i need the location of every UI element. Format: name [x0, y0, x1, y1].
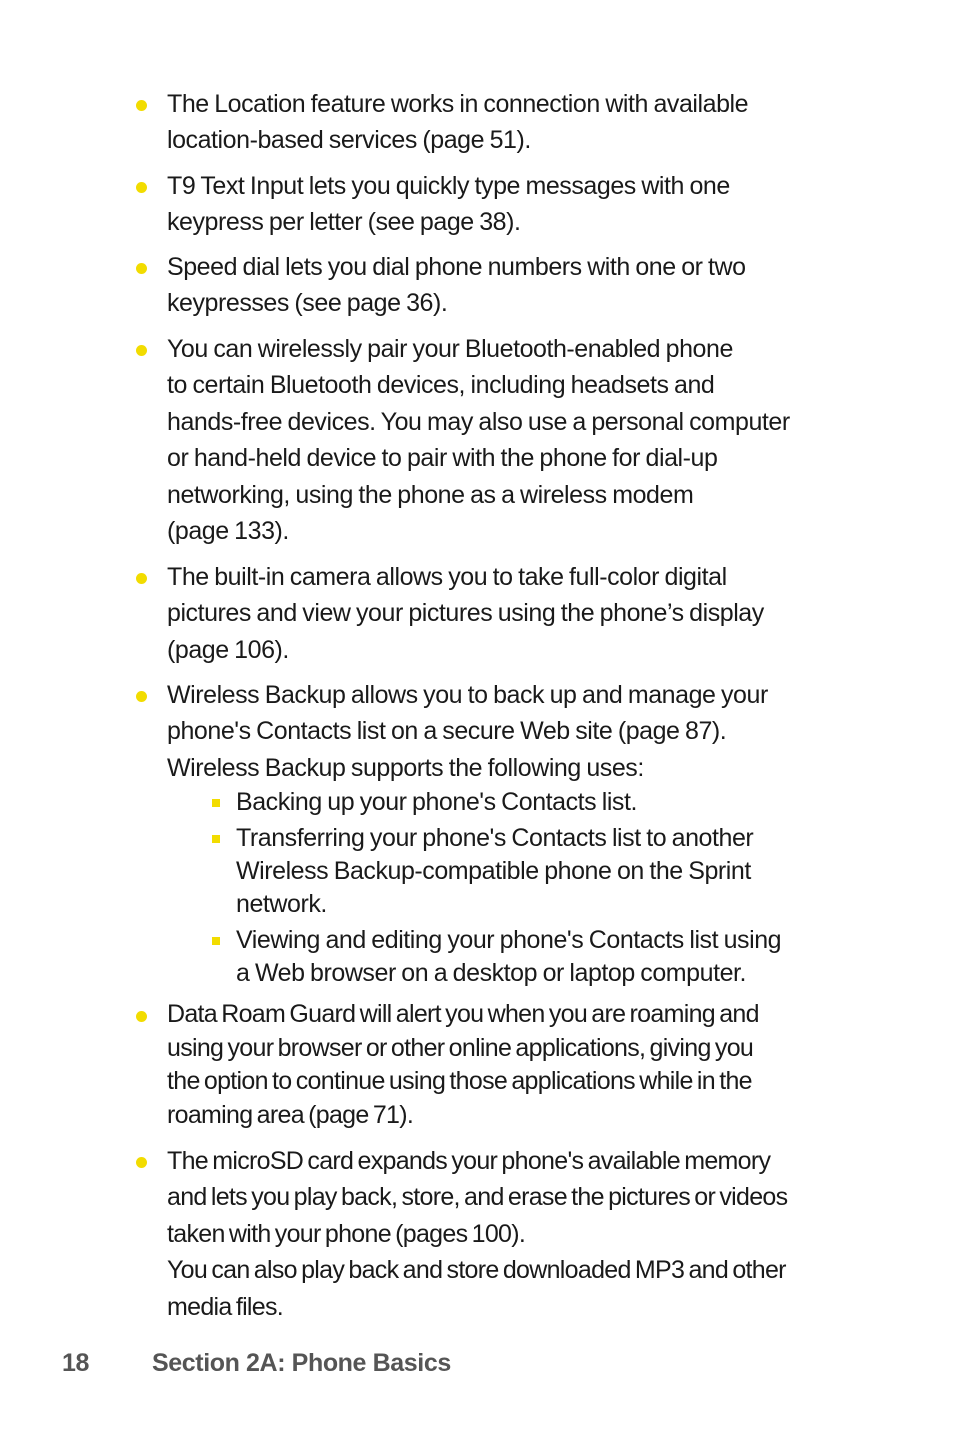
bullet-line: hands-free devices. You may also use a personal computer [167, 407, 790, 436]
bullet-item-bluetooth [167, 331, 867, 549]
bullet-line: You can wirelessly pair your Bluetooth-enabled phone [167, 335, 733, 363]
bullet-dot-icon [136, 100, 147, 111]
bullet-dot-icon [136, 263, 147, 274]
sub-bullet-line: Transferring your phone's Contacts list to another [236, 824, 754, 853]
bullet-line: or hand-held device to pair with the phone for dial-up [167, 444, 718, 473]
sub-bullet-line: Wireless Backup-compatible phone on the Sprint [236, 857, 751, 886]
sub-bullet-item [236, 786, 867, 819]
bullet-item-location [167, 86, 867, 159]
bullet-line: The Location feature works in connection with available [167, 90, 749, 118]
bullet-item-camera [167, 559, 867, 668]
sub-bullet-line: a Web browser on a desktop or laptop computer. [236, 959, 747, 988]
bullet-line: using your browser or other online applications, giving you [167, 1033, 754, 1062]
bullet-dot-icon [136, 691, 147, 702]
bullet-line: The microSD card expands your phone's available memory [167, 1147, 771, 1175]
square-bullet-icon [212, 835, 220, 843]
square-bullet-icon [212, 799, 220, 807]
bullet-line: Wireless Backup allows you to back up and manage your [167, 681, 768, 709]
bullet-line: (page 106). [167, 635, 289, 664]
bullet-dot-icon [136, 1157, 147, 1168]
bullet-dot-icon [136, 345, 147, 356]
bullet-line: Data Roam Guard will alert you when you are roaming and [167, 1000, 759, 1028]
bullet-item-data-roam-guard [167, 998, 867, 1132]
bullet-line: pictures and view your pictures using the phone’s display [167, 599, 764, 628]
sub-bullet-line: Viewing and editing your phone's Contacts list using [236, 926, 782, 955]
bullet-line: The built-in camera allows you to take full-color digital [167, 563, 727, 591]
section-title: Section 2A: Phone Basics [152, 1349, 451, 1377]
bullet-line: roaming area (page 71). [167, 1100, 414, 1129]
bullet-line: location-based services (page 51). [167, 126, 531, 155]
bullet-line: (page 133). [167, 517, 289, 546]
sub-bullet-line: network. [236, 890, 327, 919]
bullet-item-speed-dial [167, 249, 867, 322]
bullet-line: the option to continue using those applications while in the [167, 1067, 752, 1096]
bullet-line: keypress per letter (see page 38). [167, 208, 521, 237]
bullet-line: phone's Contacts list on a secure Web site (page 87). [167, 717, 727, 746]
bullet-line: media files. [167, 1292, 284, 1321]
page-number: 18 [62, 1349, 90, 1377]
sub-bullet-item [236, 924, 867, 990]
square-bullet-icon [212, 937, 220, 945]
bullet-item-microsd [167, 1143, 867, 1325]
bullet-line: taken with your phone (pages 100). [167, 1219, 526, 1248]
bullet-line: Wireless Backup supports the following uses: [167, 753, 644, 782]
bullet-dot-icon [136, 1011, 147, 1022]
bullet-line: networking, using the phone as a wireless modem [167, 480, 694, 509]
bullet-line: Speed dial lets you dial phone numbers with one or two [167, 253, 746, 281]
bullet-dot-icon [136, 182, 147, 193]
sub-bullet-item [236, 822, 867, 921]
bullet-line: and lets you play back, store, and erase the pictures or videos [167, 1183, 788, 1212]
bullet-line: to certain Bluetooth devices, including headsets and [167, 371, 715, 400]
bullet-dot-icon [136, 573, 147, 584]
sub-bullet-line: Backing up your phone's Contacts list. [236, 788, 637, 817]
bullet-line: You can also play back and store downloaded MP3 and other [167, 1256, 786, 1285]
bullet-item-wireless-backup [167, 677, 867, 990]
bullet-line: T9 Text Input lets you quickly type messages with one [167, 172, 730, 200]
bullet-item-t9 [167, 168, 867, 241]
bullet-line: keypresses (see page 36). [167, 289, 448, 318]
